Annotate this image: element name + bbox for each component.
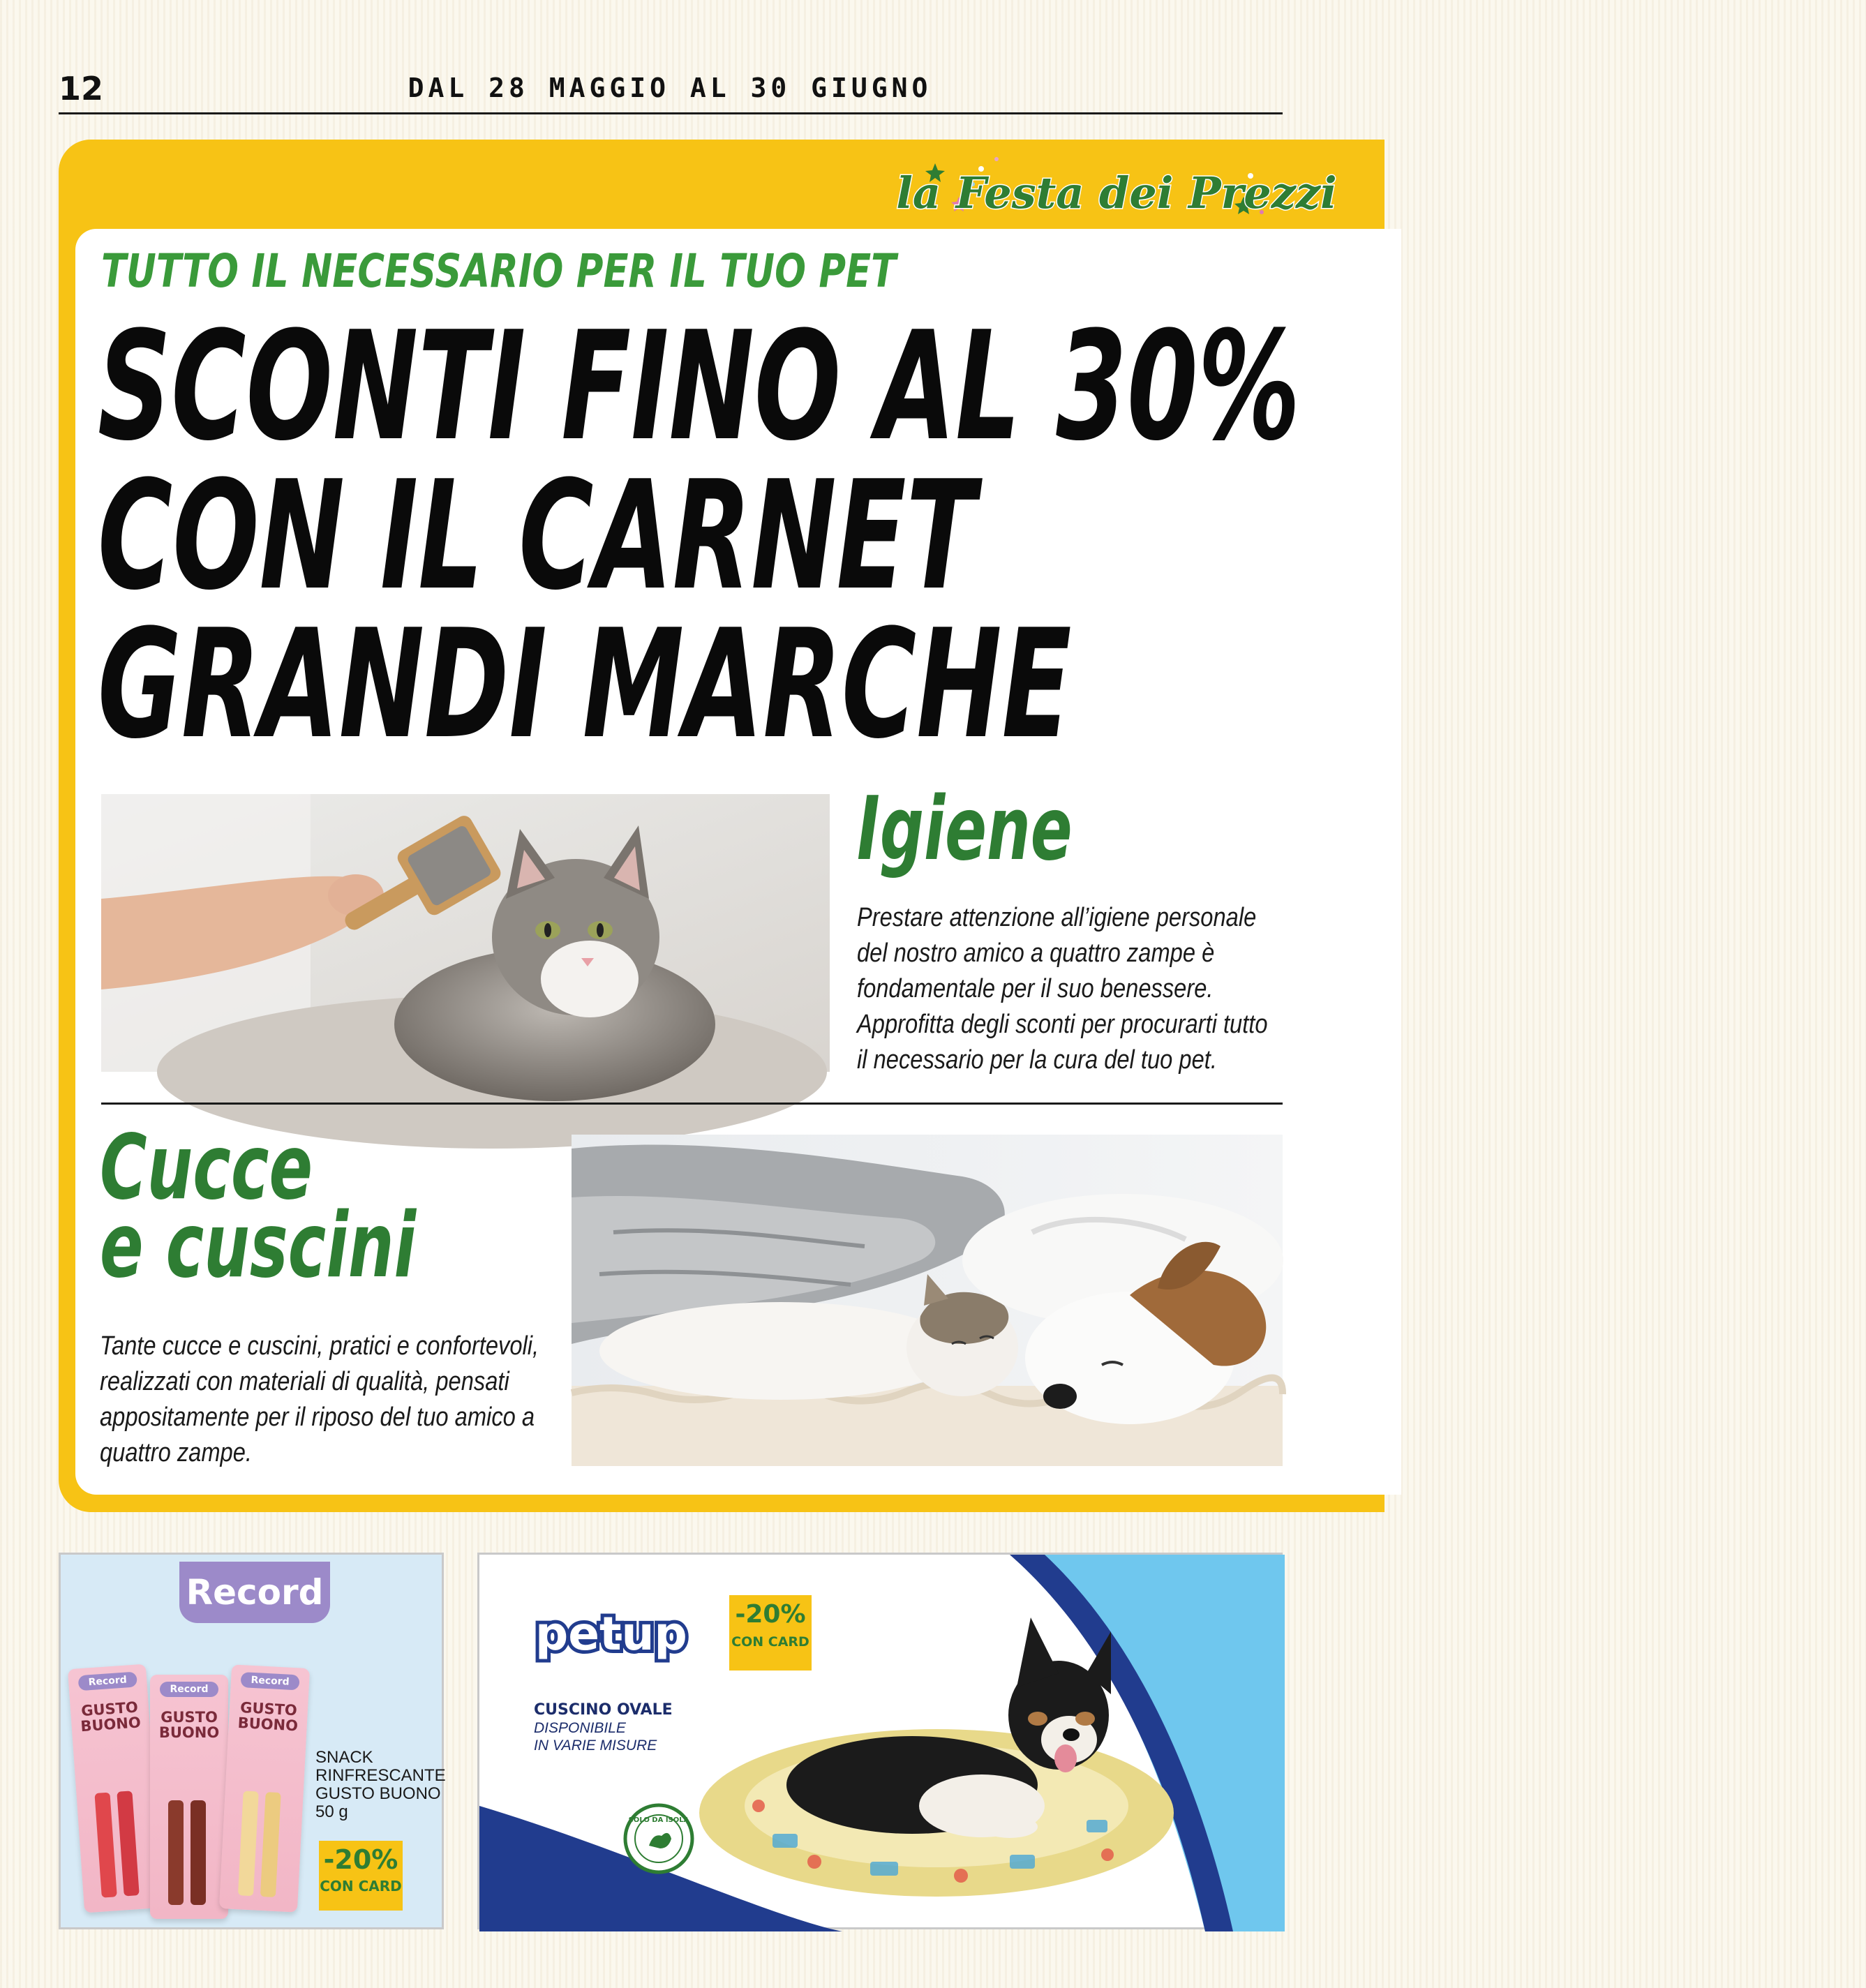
festa-dei-prezzi-text: la Festa dei Prezzi bbox=[896, 167, 1337, 218]
header-divider bbox=[59, 112, 1283, 114]
discount-badge: -20% CON CARD bbox=[729, 1595, 812, 1671]
svg-text:SOLO DA ISOLA: SOLO DA ISOLA bbox=[628, 1816, 689, 1824]
page-number: 12 bbox=[59, 70, 104, 107]
solo-da-isola-seal bbox=[622, 1802, 695, 1875]
discount-badge: -20% CON CARD bbox=[319, 1841, 403, 1911]
section-divider bbox=[101, 1103, 1283, 1105]
headline-kicker: TUTTO IL NECESSARIO PER IL TUO PET bbox=[101, 244, 897, 298]
festa-dei-prezzi-logo bbox=[896, 148, 1337, 229]
record-product-name: SNACK RINFRESCANTE GUSTO BUONO 50 g bbox=[315, 1748, 446, 1821]
headline-line-2: CON IL CARNET bbox=[98, 448, 976, 623]
snack-pouch: Record GUSTO BUONO bbox=[150, 1675, 228, 1919]
petup-product-note: DISPONIBILE IN VARIE MISURE bbox=[534, 1720, 657, 1754]
svg-text:petup: petup bbox=[535, 1607, 687, 1661]
record-brand-logo: Record bbox=[179, 1562, 330, 1623]
cat-and-dog-sleeping-photo bbox=[572, 1135, 1283, 1466]
offer-period: DAL 28 MAGGIO AL 30 GIUGNO bbox=[408, 73, 932, 103]
headline-line-3: GRANDI MARCHE bbox=[98, 597, 1072, 772]
section-title-igiene: Igiene bbox=[857, 777, 1073, 880]
petup-cushion-promo-card bbox=[477, 1553, 1283, 1929]
headline-line-1: SCONTI FINO AL 30% bbox=[98, 299, 1301, 474]
igiene-description: Prestare attenzione all’igiene personale del nostro amico a quattro zampe è fondamentale per il suo benessere. Approfitta degli sconti per procurarti tutto il necessario per la cura del tuo pet. bbox=[857, 903, 1268, 1075]
cat-brushing-photo bbox=[101, 794, 830, 1072]
snack-pouch: Record GUSTO BUONO bbox=[68, 1664, 163, 1913]
petup-brand-logo bbox=[528, 1597, 696, 1673]
snack-pouch: Record GUSTO BUONO bbox=[219, 1664, 310, 1912]
section-title-cucce: Cucce e cuscini bbox=[100, 1116, 417, 1298]
record-snack-promo-card bbox=[59, 1553, 444, 1929]
petup-product-name: CUSCINO OVALE bbox=[534, 1701, 673, 1719]
cucce-description: Tante cucce e cuscini, pratici e confortevoli, realizzati con materiali di qualità, pensati appositamente per il riposo del tuo amico a quattro zampe. bbox=[100, 1331, 539, 1467]
